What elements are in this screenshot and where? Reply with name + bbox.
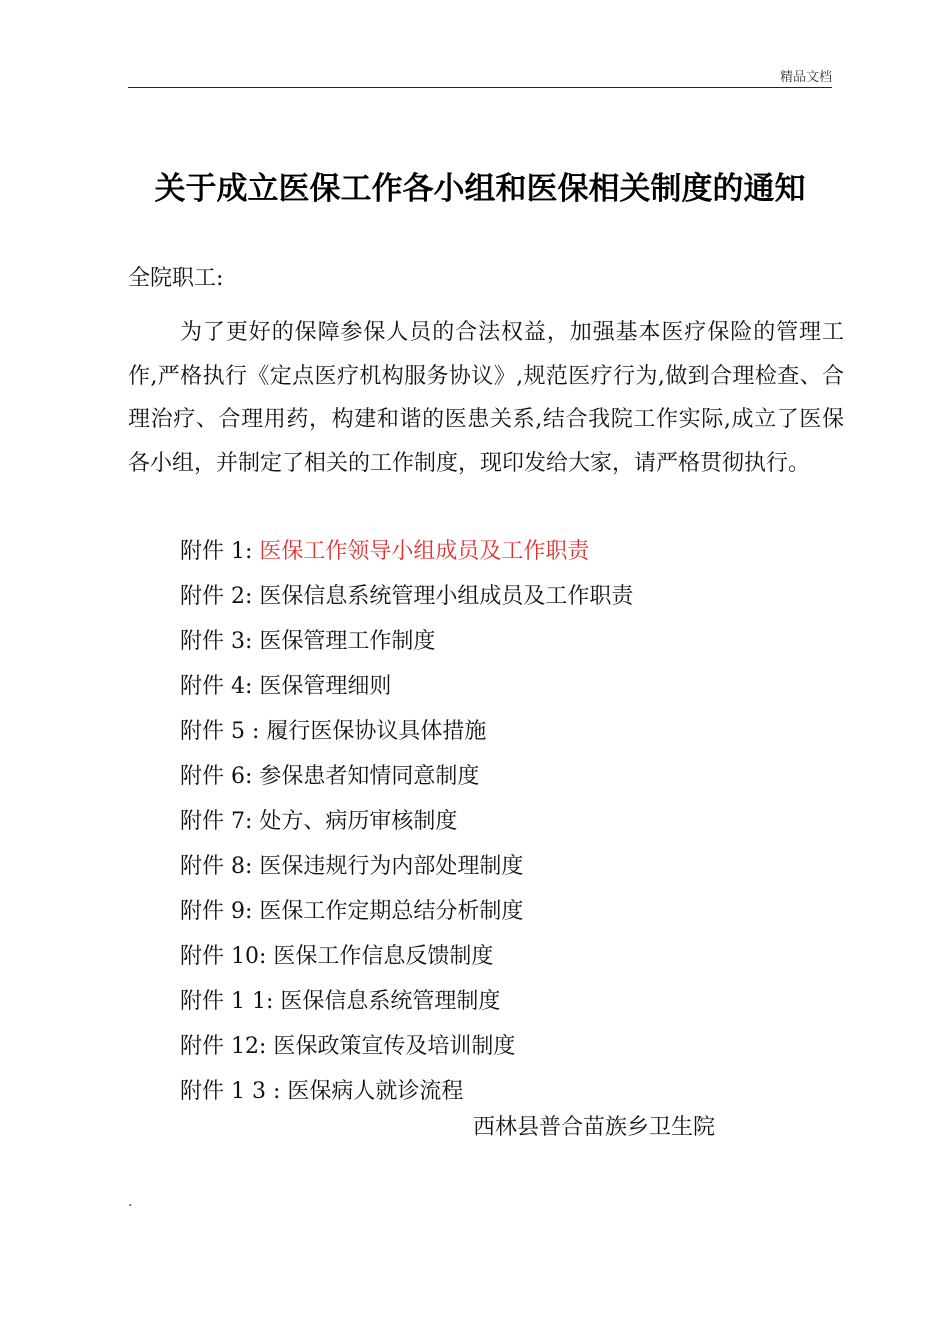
attachment-prefix: 附件 3: [180, 629, 260, 654]
attachment-item-11 [180, 979, 633, 1024]
attachment-item-1 [180, 529, 633, 574]
attachment-item-10 [180, 934, 633, 979]
attachment-title: 履行医保协议具体措施 [266, 719, 487, 744]
attachment-title: 医保信息系统管理小组成员及工作职责 [259, 584, 634, 609]
attachment-item-5 [180, 709, 633, 754]
attachment-item-9 [180, 889, 633, 934]
salutation: 全院职工: [128, 266, 224, 291]
attachment-prefix: 附件 5 : [180, 719, 267, 744]
attachment-prefix: 附件 10: [180, 944, 274, 969]
attachment-prefix: 附件 1 1: [180, 989, 281, 1014]
attachment-title: 医保管理细则 [259, 674, 392, 699]
attachment-item-2 [180, 574, 633, 619]
page-header-label: 精品文档 [779, 70, 832, 85]
attachment-prefix: 附件 12: [180, 1034, 274, 1059]
attachment-prefix: 附件 2: [180, 584, 260, 609]
attachment-prefix: 附件 9: [180, 899, 260, 924]
body-paragraph: 为了更好的保障参保人员的合法权益，加强基本医疗保险的管理工作,严格执行《定点医疗机构服务协议》,规范医疗行为,做到合理检查、合理治疗、合理用药，构建和谐的医患关系,结合我院工作实际,成立了医保各小组，并制定了相关的工作制度，现印发给大家，请严格贯彻执行。 [128, 320, 844, 476]
attachment-title: 处方、病历审核制度 [259, 809, 458, 834]
attachment-item-7 [180, 799, 633, 844]
attachment-title: 医保管理工作制度 [259, 629, 436, 654]
attachment-title: 参保患者知情同意制度 [259, 764, 480, 789]
attachment-item-13 [180, 1069, 633, 1114]
attachment-list [180, 529, 633, 1114]
attachment-title: 医保违规行为内部处理制度 [259, 854, 524, 879]
attachment-item-8 [180, 844, 633, 889]
attachment-prefix: 附件 4: [180, 674, 260, 699]
header-divider [128, 87, 832, 88]
attachment-item-3 [180, 619, 633, 664]
attachment-title: 医保工作领导小组成员及工作职责 [259, 539, 590, 564]
attachment-item-6 [180, 754, 633, 799]
attachment-title: 医保工作定期总结分析制度 [259, 899, 524, 924]
signature-organization: 西林县普合苗族乡卫生院 [473, 1115, 716, 1140]
attachment-prefix: 附件 1 3 : [180, 1079, 288, 1104]
attachment-title: 医保工作信息反馈制度 [273, 944, 494, 969]
attachment-prefix: 附件 1: [180, 539, 260, 564]
footer-mark: . [128, 1194, 133, 1210]
attachment-item-12 [180, 1024, 633, 1069]
attachment-prefix: 附件 8: [180, 854, 260, 879]
attachment-title: 医保政策宣传及培训制度 [273, 1034, 516, 1059]
document-title: 关于成立医保工作各小组和医保相关制度的通知 [154, 171, 806, 207]
attachment-prefix: 附件 6: [180, 764, 260, 789]
attachment-item-4 [180, 664, 633, 709]
attachment-prefix: 附件 7: [180, 809, 260, 834]
attachment-title: 医保病人就诊流程 [287, 1079, 464, 1104]
attachment-title: 医保信息系统管理制度 [280, 989, 501, 1014]
